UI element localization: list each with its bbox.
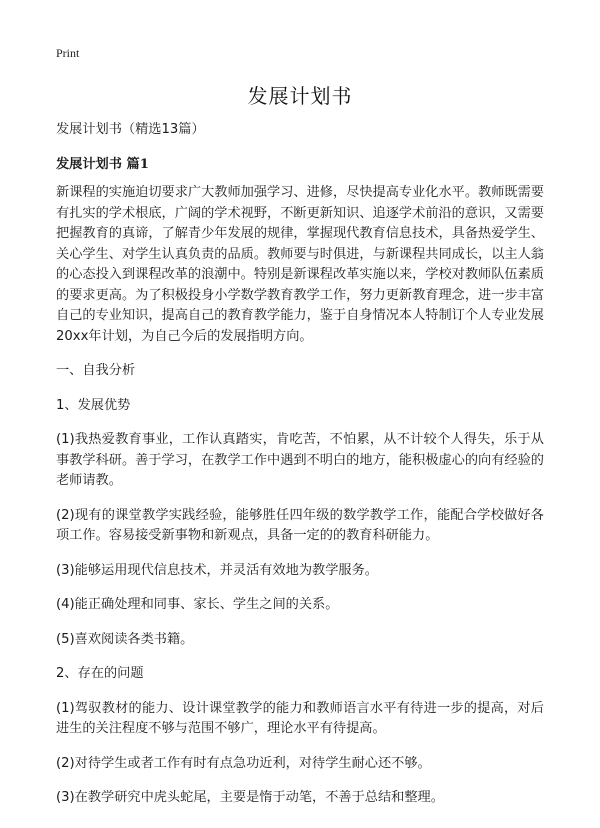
advantage-item: (5)喜欢阅读各类书籍。	[56, 631, 194, 647]
part-heading-self-analysis: 一、自我分析	[56, 363, 136, 378]
section-title: 发展计划书 篇1	[56, 156, 149, 172]
subheading-advantages: 1、发展优势	[56, 397, 131, 413]
advantage-item: (4)能正确处理和同事、家长、学生之间的关系。	[56, 597, 339, 612]
document-subtitle: 发展计划书（精选13篇）	[56, 122, 205, 137]
intro-paragraph: 新课程的实施迫切要求广大教师加强学习、进修，尽快提高专业化水平。教师既需要有扎实的学术根底，广阔的学术视野，不断更新知识、追逐学术前沿的意识，又需要把握教育的真谛，了解青少年发展的规律，掌握现代教育信息技术，具备热爱学生、关心学生、对学生认真负责的品质。教师要与时俱进，与新课程共同成长，以主人翁的心态投入到课程改革的浪潮中。特别是新课程改革实施以来，学校对教师队伍素质的要求更高。为了积极投身小学数学教育教学工作，努力更新教育理念，进一步丰富自己的专业知识，提高自己的教育教学能力，鉴于自身情况本人特制订个人专业发展20xx年计划，为自己今后的发展指明方向。	[56, 185, 544, 344]
advantage-item: (3)能够运用现代信息技术，并灵活有效地为教学服务。	[56, 562, 378, 578]
problem-item: (2)对待学生或者工作有时有点急功近利，对待学生耐心还不够。	[56, 755, 431, 771]
document-body	[56, 120, 544, 823]
advantage-item: (2)现有的课堂教学实践经验，能够胜任四年级的数学教学工作，能配合学校做好各项工作。容易接受新事物和新观点，具备一定的的教育科研能力。	[56, 507, 544, 543]
document-title: 发展计划书	[247, 84, 353, 108]
print-link[interactable]: Print	[56, 46, 80, 60]
advantage-item: (1)我热爱教育事业，工作认真踏实，肯吃苦，不怕累，从不计较个人得失，乐于从事教学科研。善于学习，在教学工作中遇到不明白的地方，能积极虚心的向有经验的老师请教。	[56, 432, 544, 488]
problem-item: (1)驾驭教材的能力、设计课堂教学的能力和教师语言水平有待进一步的提高，对后进生的关注程度不够与范围不够广，理论水平有待提高。	[56, 700, 544, 736]
subheading-problems: 2、存在的问题	[56, 666, 144, 681]
problem-item: (3)在教学研究中虎头蛇尾，主要是惰于动笔，不善于总结和整理。	[56, 790, 444, 805]
